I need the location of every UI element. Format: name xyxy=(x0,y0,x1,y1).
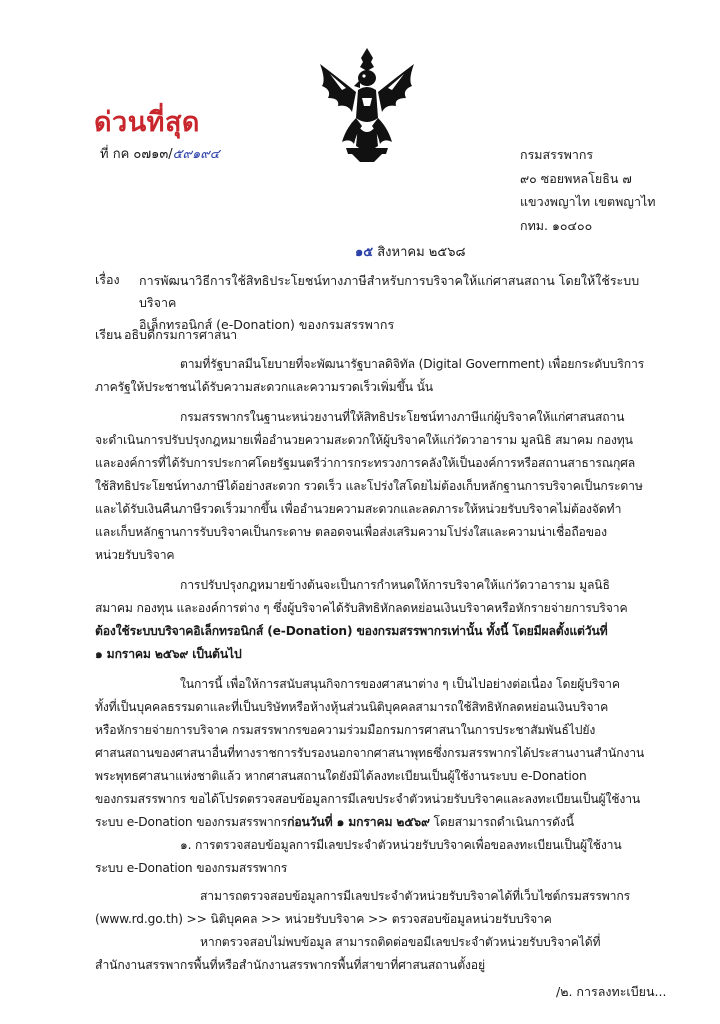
document-number-prefix: ที่ กค ๐๗๑๓/ xyxy=(100,147,173,162)
address-line: ๙๐ ซอยพหลโยธิน ๗ xyxy=(520,170,632,186)
paragraph-2-line: กรมสรรพากรในฐานะหน่วยงานที่ให้สิทธิประโยชน์ทางภาษีแก่ผู้บริจาคให้แก่ศาสนสถาน xyxy=(180,410,625,424)
paragraph-3-bold-line: ต้องใช้ระบบบริจาคอิเล็กทรอนิกส์ (e-Donation) ของกรมสรรพากรเท่านั้น ทั้งนี้ โดยมีผลตั้งแต่วันที่ xyxy=(95,624,608,638)
paragraph-1-line: ภาครัฐให้ประชาชนได้รับความสะดวกและความรวดเร็วเพิ่มขึ้น นั้น xyxy=(95,380,433,394)
subject-line: การพัฒนาวิธีการใช้สิทธิประโยชน์ทางภาษีสำหรับการบริจาคให้แก่ศาสนสถาน โดยให้ใช้ระบบบริจาค xyxy=(139,273,640,310)
item-1-body-line: สามารถตรวจสอบข้อมูลการมีเลขประจำตัวหน่วยรับบริจาคได้ที่เว็บไซต์กรมสรรพากร xyxy=(200,889,631,903)
date-month-year: สิงหาคม ๒๕๖๘ xyxy=(377,245,466,260)
subject-line: อิเล็กทรอนิกส์ (e-Donation) ของกรมสรรพากร xyxy=(139,317,395,332)
recipient-label: เรียน xyxy=(95,327,122,342)
paragraph-3-line: สมาคม กองทุน และองค์การต่าง ๆ ซึ่งผู้บริจาคได้รับสิทธิหักลดหย่อนเงินบริจาคหรือหักรายจ่ายการบริจาค xyxy=(95,601,628,615)
paragraph-2-line: หน่วยรับบริจาค xyxy=(95,548,175,562)
paragraph-3-bold-line: ๑ มกราคม ๒๕๖๙ เป็นต้นไป xyxy=(95,647,242,661)
paragraph-4-line: ทั้งที่เป็นบุคคลธรรมดาและที่เป็นบริษัทหรือห้างหุ้นส่วนนิติบุคคลสามารถใช้สิทธิหักลดหย่อนเงินบริจาค xyxy=(95,700,609,714)
paragraph-4-line: พระพุทธศาสนาแห่งชาติแล้ว หากศาสนสถานใดยังมิได้ลงทะเบียนเป็นผู้ใช้งานระบบ e-Donation xyxy=(95,769,587,783)
paragraph-2-line: และได้รับเงินคืนภาษีรวดเร็วมากขึ้น เพื่ออำนวยความสะดวกและลดภาระให้หน่วยรับบริจาคไม่ต้องจัดทำ xyxy=(95,502,622,516)
recipient: อธิบดีกรมการศาสนา xyxy=(124,327,238,342)
subject-label: เรื่อง xyxy=(95,272,120,287)
item-1-heading: ระบบ e-Donation ของกรมสรรพากร xyxy=(95,861,288,875)
paragraph-2-line: และองค์การที่ได้รับการประกาศโดยรัฐมนตรีว่าการกระทรวงการคลังให้เป็นองค์การหรือสถานสาธารณกุศล xyxy=(95,456,636,470)
urgency-stamp: ด่วนที่สุด xyxy=(94,107,200,138)
paragraph-4-line: หรือหักรายจ่ายการบริจาค กรมสรรพากรขอความร่วมมือกรมการศาสนาในการประชาสัมพันธ์ไปยัง xyxy=(95,723,596,737)
address-line: กทม. ๑๐๔๐๐ xyxy=(520,217,593,233)
paragraph-4-last-line xyxy=(95,813,574,832)
address-line: กรมสรรพากร xyxy=(520,147,594,162)
paragraph-4-line: ของกรมสรรพากร ขอได้โปรดตรวจสอบข้อมูลการมีเลขประจำตัวหน่วยรับบริจาคและลงทะเบียนเป็นผู้ใช้งาน xyxy=(95,792,641,806)
date-day-handwritten: ๑๕ xyxy=(355,245,374,260)
paragraph-1-line: ตามที่รัฐบาลมีนโยบายที่จะพัฒนารัฐบาลดิจิทัล (Digital Government) เพื่อยกระดับบริการ xyxy=(180,357,645,371)
paragraph-2-line: และเก็บหลักฐานการรับบริจาคเป็นกระดาษ ตลอดจนเพื่อส่งเสริมความโปร่งใสและความน่าเชื่อถือของ xyxy=(95,525,607,539)
item-1-heading: ๑. การตรวจสอบข้อมูลการมีเลขประจำตัวหน่วยรับบริจาคเพื่อขอลงทะเบียนเป็นผู้ใช้งาน xyxy=(180,838,622,852)
paragraph-4-line: ในการนี้ เพื่อให้การสนับสนุนกิจการของศาสนาต่าง ๆ เป็นไปอย่างต่อเนื่อง โดยผู้บริจาค xyxy=(180,677,620,691)
paragraph-4-deadline: ก่อนวันที่ ๑ มกราคม ๒๕๖๙ xyxy=(287,815,430,829)
item-1-body-line: หากตรวจสอบไม่พบข้อมูล สามารถติดต่อขอมีเลขประจำตัวหน่วยรับบริจาคได้ที่ xyxy=(200,935,601,949)
garuda-emblem-icon xyxy=(316,46,418,164)
paragraph-4-last-pre: ระบบ e-Donation ของกรมสรรพากร xyxy=(95,815,288,829)
document-number xyxy=(100,143,220,164)
paragraph-2-line: ใช้สิทธิประโยชน์ทางภาษีได้อย่างสะดวก รวดเร็ว และโปร่งใสโดยไม่ต้องเก็บหลักฐานการบริจาคเป็นกระดาษ xyxy=(95,479,643,493)
paragraph-4-line: ศาสนสถานของศาสนาอื่นที่ทางราชการรับรองนอกจากศาสนาพุทธซึ่งกรมสรรพากรได้ประสานงานสำนักงาน xyxy=(95,746,645,760)
letter-date xyxy=(355,241,465,262)
item-1-body-line: (www.rd.go.th) >> นิติบุคคล >> หน่วยรับบริจาค >> ตรวจสอบข้อมูลหน่วยรับบริจาค xyxy=(95,912,552,926)
paragraph-2-line: จะดำเนินการปรับปรุงกฎหมายเพื่ออำนวยความสะดวกให้ผู้บริจาคให้แก่วัดวาอาราม มูลนิธิ สมาคม กองทุน xyxy=(95,433,633,447)
paragraph-4-last-post: โดยสามารถดำเนินการดังนี้ xyxy=(429,815,574,829)
sender-address xyxy=(520,143,656,237)
paragraph-3-line: การปรับปรุงกฎหมายข้างต้นจะเป็นการกำหนดให้การบริจาคให้แก่วัดวาอาราม มูลนิธิ xyxy=(180,578,610,592)
continuation-note: /๒. การลงทะเบียน... xyxy=(556,984,667,999)
address-line: แขวงพญาไท เขตพญาไท xyxy=(520,194,656,209)
document-number-handwritten: ๕๙๑๙๔ xyxy=(172,147,220,162)
item-1-body-line: สำนักงานสรรพากรพื้นที่หรือสำนักงานสรรพากรพื้นที่สาขาที่ศาสนสถานตั้งอยู่ xyxy=(95,958,485,972)
